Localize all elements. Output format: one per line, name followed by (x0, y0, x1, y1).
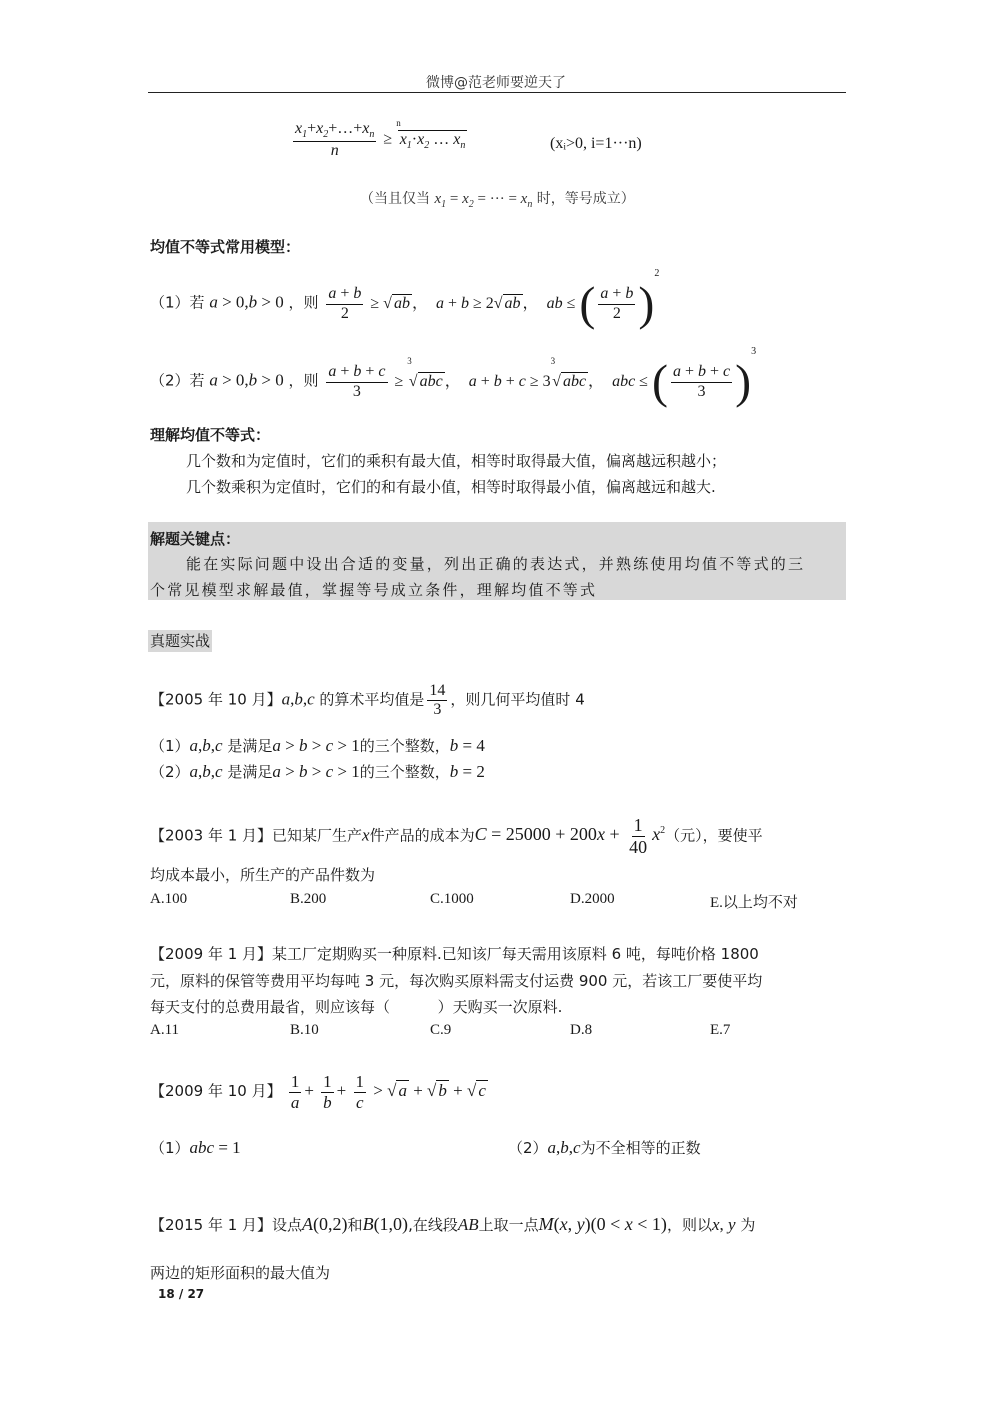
q1-condition-2: （2）a,b,c 是满足a > b > c > 1的三个整数，b = 2 (150, 762, 485, 781)
q2-option-b: B.200 (290, 891, 327, 907)
key-points-heading: 解题关键点： (150, 530, 241, 548)
q3-option-b: B.10 (290, 1022, 319, 1038)
q3-option-c: C.9 (430, 1022, 452, 1038)
question-2015-1: 【2015 年 1 月】设点A(0,2)和B(1,0),在线段AB上取一点M(x, y)(0 < x < 1)，则以x, y 为 (150, 1214, 756, 1234)
models-heading: 均值不等式常用模型： (150, 238, 301, 256)
header-divider (148, 92, 846, 93)
understand-line-1: 几个数和为定值时，它们的乘积有最大值，相等时取得最大值，偏离越远积越小； (186, 452, 727, 470)
q2-option-c: C.1000 (430, 891, 474, 907)
q3-option-e: E.7 (710, 1022, 731, 1038)
question-2009-1: 【2009 年 1 月】某工厂定期购买一种原料.已知该厂每天需用该原料 6 吨，每吨价格 1800 (150, 945, 759, 963)
question-tag: 【2005 年 10 月】 (150, 690, 282, 709)
q2-option-a: A.100 (150, 891, 188, 907)
page-number: 18 / 27 (158, 1287, 205, 1301)
q4-condition-1: （1）abc = 1 (150, 1138, 241, 1157)
amgm-general-formula: $\frac{x_1+x_2+\dots+x_n}{n}$ ≥ $^nx_1\cdot x_2$ … $x_n$ (295, 118, 466, 159)
q2-line-2: 均成本最小，所生产的产品件数为 (150, 866, 376, 884)
q4-condition-2: （2）a,b,c为不全相等的正数 (508, 1138, 701, 1157)
understand-line-2: 几个数乘积为定值时，它们的和有最小值，相等时取得最小值，偏离越远和越大. (186, 478, 716, 496)
q2-option-e: E.以上均不对 (710, 895, 798, 911)
amgm-condition: (xᵢ>0, i=1···n) (550, 135, 642, 152)
key-points-line-2: 个常见模型求解最值，掌握等号成立条件，理解均值不等式 (150, 581, 598, 599)
q3-option-a: A.11 (150, 1022, 180, 1038)
q5-line-2: 两边的矩形面积的最大值为 (150, 1264, 331, 1282)
key-points-line-1: 能在实际问题中设出合适的变量，列出正确的表达式，并熟练使用均值不等式的三 (186, 555, 806, 573)
section-tag: 真题实战 (150, 632, 211, 650)
q3-option-d: D.8 (570, 1022, 593, 1038)
page-header-title: 微博@范老师要逆天了 (426, 75, 566, 91)
q1-condition-1: （1）a,b,c 是满足a > b > c > 1的三个整数，b = 4 (150, 736, 485, 755)
question-2009-10: 【2009 年 10 月】 $\frac{1}{a}$ + $\frac{1}{b}$ + $\frac{1}{c}$ > √ a + √ b + √ c (150, 1072, 486, 1112)
q2-option-d: D.2000 (570, 891, 615, 907)
question-2005-10: 【2005 年 10 月】a,b,c 的算术平均值是 $\frac{14}{3}$ ，则几何平均值时 4 (150, 682, 585, 719)
equality-note: （当且仅当 $x_1 = x_2$ = ··· = $x_n$ 时，等号成立） (360, 191, 635, 210)
q3-line-3: 每天支付的总费用最省，则应该每（ ）天购买一次原料. (150, 998, 563, 1016)
q3-line-2: 元，原料的保管等费用平均每吨 3 元，每次购买原料需支付运费 900 元，若该工厂要使平均 (150, 972, 763, 990)
understand-heading: 理解均值不等式： (150, 426, 271, 444)
question-2003-1: 【2003 年 1 月】已知某厂生产x件产品的成本为C = 25000 + 200x + $\frac{1}{40}$ $x^2$（元），要使平 (150, 815, 763, 857)
model-2: （2）若 a > 0,b > 0 ，则 $\frac{a + b + c}{3}$ ≥ $^3$√ abc ， $a + b + c \ge 3^3√$ abc ， abc ≤ ( $\frac{a + b + c}{3}$ )$^3$ (150, 346, 757, 408)
model-1: （1）若 a > 0,b > 0 ，则 $\frac{a + b}{2}$ ≥ √ ab ， a + b ≥ 2√ ab ， ab ≤ ( $\frac{a + b}{2}$ )$^2$ (150, 268, 660, 330)
